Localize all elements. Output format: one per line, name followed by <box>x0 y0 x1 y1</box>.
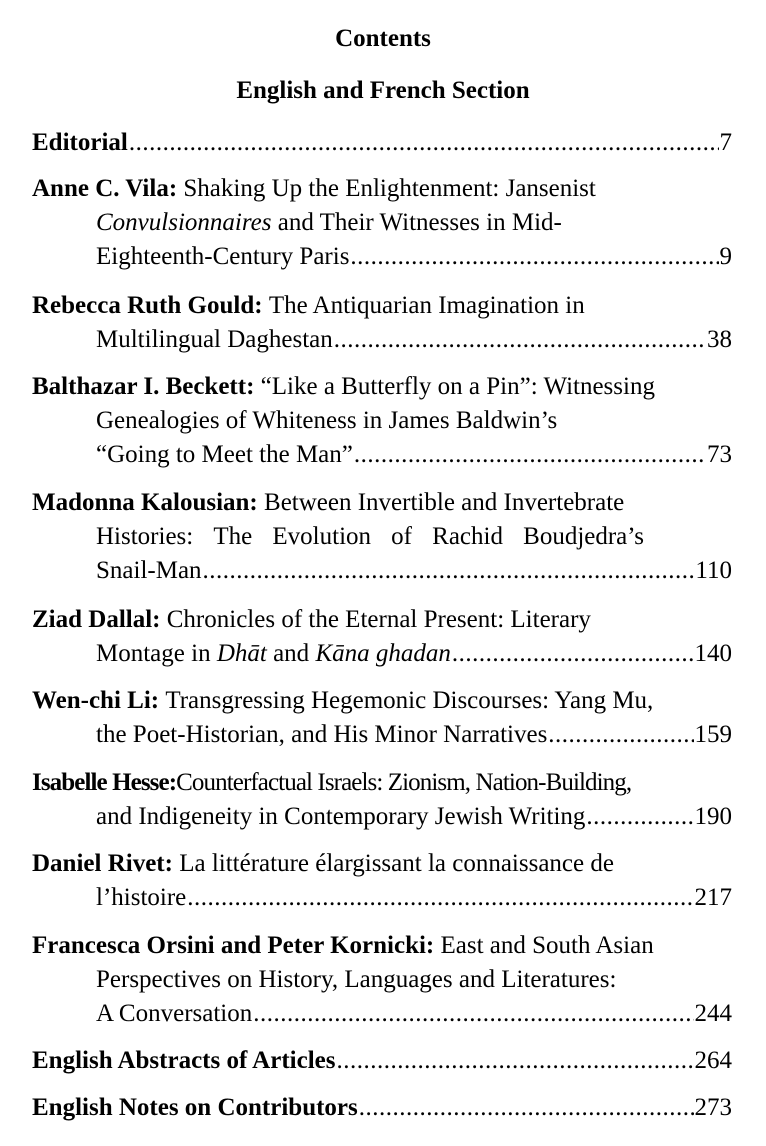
page-number: 9 <box>719 243 732 270</box>
page-number: 73 <box>707 441 732 468</box>
entry-author: Anne C. Vila: <box>32 175 178 202</box>
entry-author: Isabelle Hesse: <box>32 769 177 796</box>
entry-title-line: “Like a Butterfly on a Pin”: Witnessing <box>260 373 655 400</box>
dot-leader <box>129 126 719 160</box>
entry-title-line: Shaking Up the Enlightenment: Jansenist <box>183 175 596 202</box>
page-number: 140 <box>694 640 732 667</box>
page-number: 190 <box>694 803 732 830</box>
entry-title-line: Transgressing Hegemonic Discourses: Yang Mu, <box>165 687 654 714</box>
entry-title-line: and Indigeneity in Contemporary Jewish Writing <box>96 803 586 830</box>
toc-entry-dallal[interactable] <box>32 603 732 671</box>
dot-leader <box>336 1044 693 1078</box>
entry-title-line: the Poet-Historian, and His Minor Narratives <box>96 721 548 748</box>
toc-entry-li[interactable] <box>32 684 732 752</box>
entry-author: Rebecca Ruth Gould: <box>32 292 263 319</box>
page-number: 273 <box>694 1094 732 1121</box>
entry-title-line: Montage in <box>96 640 211 667</box>
entry-title-line: Snail-Man <box>96 557 202 584</box>
dot-leader <box>334 323 706 357</box>
entry-title-line: Genealogies of Whiteness in James Baldwin’s <box>96 407 558 434</box>
toc-entry-beckett[interactable] <box>32 370 732 472</box>
entry-title-italic: Dhāt <box>216 640 267 667</box>
dot-leader <box>203 554 695 588</box>
toc-entry-gould[interactable] <box>32 289 732 357</box>
entry-title-line: “Going to Meet the Man” <box>96 441 353 468</box>
page-number: 110 <box>695 557 732 584</box>
dot-leader <box>452 637 694 671</box>
entry-author: Balthazar I. Beckett: <box>32 373 255 400</box>
entry-title-line: and <box>273 640 310 667</box>
entry-title: English Abstracts of Articles <box>32 1047 336 1074</box>
entry-title-line: Chronicles of the Eternal Present: Literary <box>166 606 591 633</box>
toc-entry-kalousian[interactable] <box>32 486 732 588</box>
page-number: 244 <box>694 1000 732 1027</box>
entry-title-line: A Conversation <box>96 1000 253 1027</box>
entry-title-line: Counterfactual Israels: Zionism, Nation-Building, <box>176 769 632 796</box>
dot-leader <box>548 718 693 752</box>
page-number: 217 <box>694 884 732 911</box>
dot-leader <box>359 1091 694 1125</box>
dot-leader <box>253 997 693 1031</box>
entry-author: Madonna Kalousian: <box>32 489 258 516</box>
toc-entry-rivet[interactable] <box>32 847 732 915</box>
entry-title: English Notes on Contributors <box>32 1094 358 1121</box>
entry-title-line: The Antiquarian Imagination in <box>268 292 585 319</box>
entry-title-line: Between Invertible and Invertebrate <box>264 489 625 516</box>
toc-entry-vila[interactable] <box>32 172 732 274</box>
page-number: 159 <box>694 721 732 748</box>
toc-entry-editorial[interactable] <box>32 126 732 160</box>
dot-leader <box>187 881 693 915</box>
section-title: English and French Section <box>236 77 530 104</box>
entry-title-line: Multilingual Daghestan <box>96 326 333 353</box>
page-number: 38 <box>707 326 732 353</box>
entry-title-line: Perspectives on History, Languages and Literatures: <box>96 966 617 993</box>
page-title: Contents <box>335 25 431 52</box>
entry-title-word: Boudjedra’s <box>523 523 644 550</box>
entry-author: Francesca Orsini and Peter Kornicki: <box>32 932 435 959</box>
entry-title-line: Eighteenth-Century Paris <box>96 243 350 270</box>
entry-title-word: The <box>213 523 253 550</box>
dot-leader <box>350 240 718 274</box>
entry-title-line: l’histoire <box>96 884 187 911</box>
dot-leader <box>586 800 693 834</box>
page-number: 264 <box>694 1047 732 1074</box>
page-number: 7 <box>719 129 732 156</box>
entry-author: Daniel Rivet: <box>32 850 173 877</box>
entry-title-word: Evolution <box>272 523 372 550</box>
entry-title: Editorial <box>32 129 128 156</box>
entry-title-word: of <box>391 523 412 550</box>
toc-entry-contributors[interactable] <box>32 1091 732 1125</box>
entry-title-italic: Kāna ghadan <box>315 640 451 667</box>
dot-leader <box>354 438 706 472</box>
entry-title-italic: Convulsionnaires <box>96 209 272 236</box>
toc-entry-orsini-kornicki[interactable] <box>32 929 732 1031</box>
toc-entry-abstracts[interactable] <box>32 1044 732 1078</box>
entry-author: Wen-chi Li: <box>32 687 160 714</box>
entry-title-line: La littérature élargissant la connaissance de <box>179 850 614 877</box>
toc-entry-hesse[interactable] <box>32 766 732 834</box>
entry-title-word: Histories: <box>96 523 194 550</box>
entry-title-line: and Their Witnesses in Mid- <box>277 209 562 236</box>
entry-title-word: Rachid <box>432 523 503 550</box>
entry-author: Ziad Dallal: <box>32 606 161 633</box>
entry-title-line: East and South Asian <box>440 932 654 959</box>
